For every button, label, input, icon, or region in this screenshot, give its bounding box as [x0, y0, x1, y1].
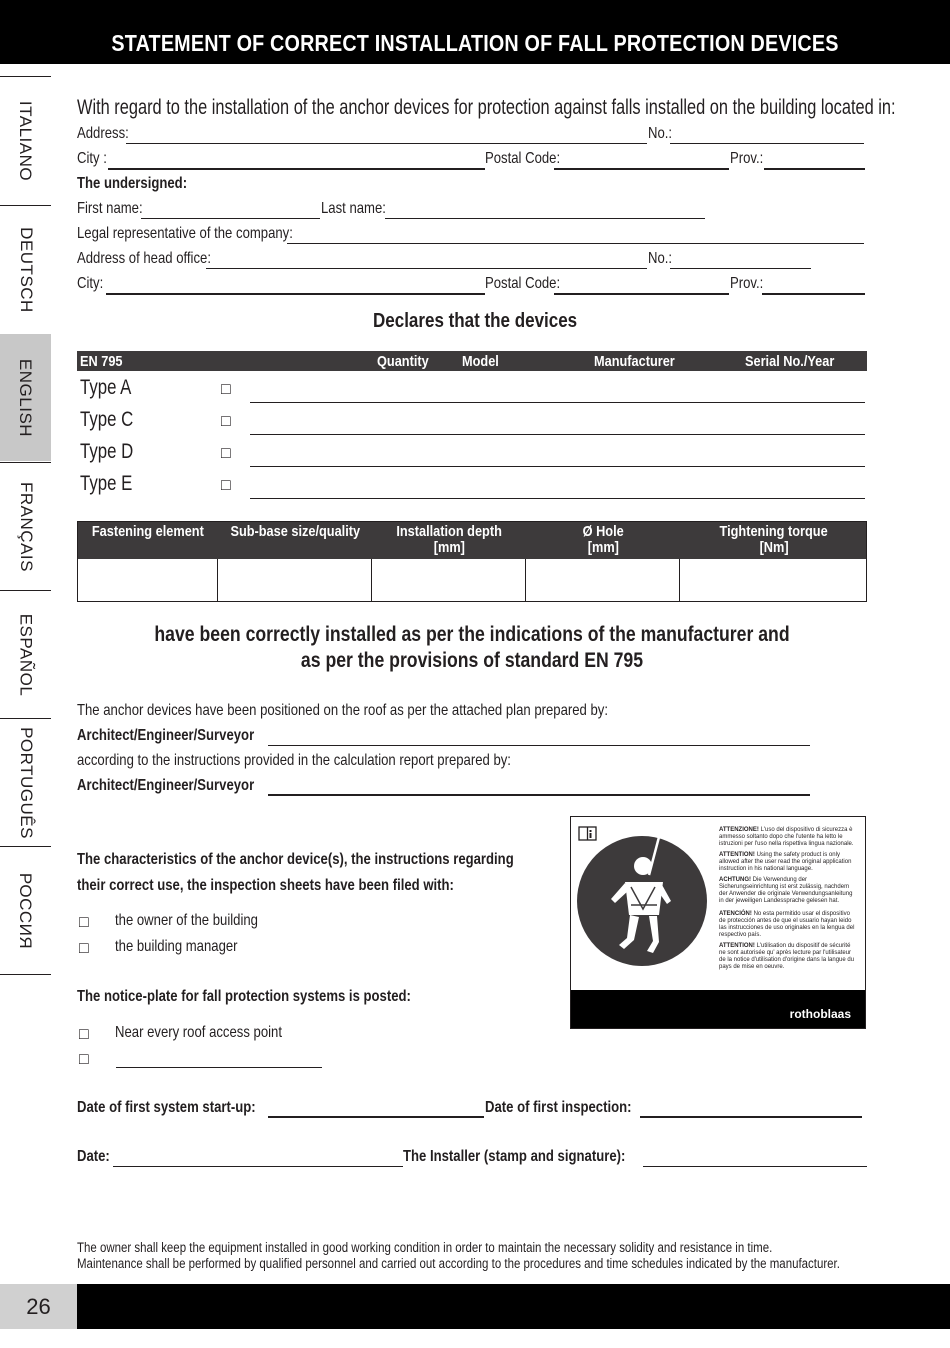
head-office-label: Address of head office: — [77, 250, 211, 267]
postal-code-field[interactable] — [554, 168, 729, 170]
head-office-no-label: No.: — [648, 250, 673, 267]
footer-note: The owner shall keep the equipment installed in good working condition in order to maintain the necessary solidity and resistance in time. Maintenance shall be performed by qualified personnel and carried out according to the procedures and time schedules indicated by the manufacturer. — [77, 1240, 840, 1271]
installer-signature-field[interactable] — [643, 1166, 867, 1167]
page-title: STATEMENT OF CORRECT INSTALLATION OF FALL PROTECTION DEVICES — [111, 30, 839, 56]
installer-label: The Installer (stamp and signature): — [403, 1148, 626, 1165]
sidebar-tab-espanol[interactable]: ESPAÑOL — [16, 613, 36, 696]
col-fastening-element: Fastening element — [92, 523, 204, 540]
type-d-field[interactable] — [250, 466, 865, 467]
architect-field-2[interactable] — [268, 794, 810, 796]
architect-label-2: Architect/Engineer/Surveyor — [77, 777, 255, 794]
first-inspection-label: Date of first inspection: — [485, 1099, 632, 1116]
type-c-field[interactable] — [250, 434, 865, 435]
other-checkbox[interactable]: □ — [79, 1051, 89, 1068]
owner-checkbox[interactable]: □ — [79, 914, 89, 931]
date-label: Date: — [77, 1148, 110, 1165]
col-hole: Ø Hole [mm] — [582, 523, 624, 556]
warning-it: ATTENZIONE! L'uso del dispositivo di sicurezza è ammesso soltanto dopo che l'utente ha letto le istruzioni per l'uso nella rispettiva lingua nazionale. — [719, 827, 854, 847]
warning-en: ATTENTION! Using the safety product is only allowed after the user read the original application instruction in his national language. — [719, 852, 852, 872]
legal-rep-field[interactable] — [287, 243, 864, 244]
postal-code-label: Postal Code: — [485, 150, 561, 167]
first-name-label: First name: — [77, 200, 143, 217]
calc-text: according to the instructions provided in the calculation report prepared by: — [77, 752, 511, 769]
prov-field[interactable] — [764, 168, 865, 170]
type-d-label: Type D — [80, 440, 134, 463]
col-en795: EN 795 — [80, 353, 123, 370]
architect-label: Architect/Engineer/Surveyor — [77, 727, 255, 744]
city-label: City : — [77, 150, 107, 167]
notice-plate-image — [570, 816, 866, 1029]
sidebar-tab-english[interactable]: ENGLISH — [16, 358, 36, 437]
date-field[interactable] — [113, 1166, 403, 1167]
harness-icon — [577, 836, 707, 966]
last-name-field[interactable] — [385, 218, 705, 219]
col-sub-base: Sub-base size/quality — [230, 523, 360, 540]
warning-fr: ATTENTION! L'utilisation du dispositif de sécurité ne sont autorisée qu' après lecture par l'utilisateur de la notice d'utilisation d'origine dans la langue du pays de mise en oeuvre. — [719, 943, 855, 970]
table-divider — [679, 559, 680, 602]
first-name-field[interactable] — [141, 218, 320, 219]
fastening-table — [77, 521, 867, 602]
col-manufacturer: Manufacturer — [594, 353, 675, 370]
plate-brand-bar — [571, 990, 865, 1028]
first-inspection-field[interactable] — [640, 1116, 862, 1118]
declares-heading: Declares that the devices — [372, 310, 578, 332]
address-no-field[interactable] — [670, 143, 864, 144]
sidebar-tab-portugues[interactable]: PORTUGUÊS — [16, 726, 36, 839]
footer-bar — [77, 1284, 950, 1329]
type-a-label: Type A — [80, 376, 132, 399]
type-a-field[interactable] — [250, 402, 865, 403]
table-divider — [525, 559, 526, 602]
fastening-table-header — [78, 522, 866, 559]
prov-label: Prov.: — [730, 150, 764, 167]
page-number: 26 — [26, 1294, 51, 1319]
address-field[interactable] — [126, 143, 647, 144]
roof-access-checkbox[interactable]: □ — [79, 1026, 89, 1043]
warning-de: ACHTUNG! Die Verwendung der Sicherungseinrichtung ist erst zulässig, nachdem der Anwender die originale Verwendungsanleitung in der jeweiligen Landessprache gelesen hat. — [719, 877, 853, 904]
installed-statement: have been correctly installed as per the indications of the manufacturer and as per the provisions of standard EN 795 — [154, 623, 790, 672]
table-divider — [371, 559, 372, 602]
address-no-label: No.: — [648, 125, 673, 142]
col-model: Model — [462, 353, 499, 370]
head-office-field[interactable] — [206, 268, 647, 269]
notice-plate-heading: The notice-plate for fall protection systems is posted: — [77, 988, 411, 1005]
sidebar-divider — [0, 974, 51, 975]
architect-field[interactable] — [268, 745, 810, 746]
type-a-checkbox[interactable]: □ — [221, 381, 231, 398]
plan-text: The anchor devices have been positioned on the roof as per the attached plan prepared by: — [77, 702, 609, 719]
last-name-label: Last name: — [321, 200, 386, 217]
office-city-field[interactable] — [106, 293, 485, 295]
col-serial: Serial No./Year — [745, 353, 835, 370]
type-e-label: Type E — [80, 472, 133, 495]
office-prov-field[interactable] — [762, 293, 865, 295]
other-option-field[interactable] — [116, 1067, 322, 1068]
devices-table-header — [77, 351, 867, 371]
manual-icon — [579, 827, 596, 840]
intro-text: With regard to the installation of the anchor devices for protection against falls installed on the building located in: — [77, 96, 896, 119]
legal-rep-label: Legal representative of the company: — [77, 225, 293, 242]
type-d-checkbox[interactable]: □ — [221, 445, 231, 462]
table-divider — [217, 559, 218, 602]
office-postal-code-label: Postal Code: — [485, 275, 561, 292]
manager-option-label: the building manager — [115, 938, 238, 955]
type-c-label: Type C — [80, 408, 134, 431]
sidebar-tab-rossiya[interactable]: РОССИЯ — [16, 872, 36, 949]
head-office-no-field[interactable] — [670, 268, 811, 269]
address-label: Address: — [77, 125, 129, 142]
type-c-checkbox[interactable]: □ — [221, 413, 231, 430]
first-startup-field[interactable] — [268, 1116, 484, 1118]
type-e-checkbox[interactable]: □ — [221, 477, 231, 494]
sidebar-tab-francais[interactable]: FRANÇAIS — [16, 481, 36, 572]
office-prov-label: Prov.: — [730, 275, 764, 292]
col-tightening-torque: Tightening torque [Nm] — [719, 523, 829, 556]
type-e-field[interactable] — [250, 498, 865, 499]
first-startup-label: Date of first system start-up: — [77, 1099, 256, 1116]
sidebar-tab-deutsch[interactable]: DEUTSCH — [16, 226, 36, 313]
sidebar-tab-italiano[interactable]: ITALIANO — [16, 100, 36, 181]
owner-option-label: the owner of the building — [115, 912, 258, 929]
undersigned-heading: The undersigned: — [77, 175, 188, 192]
office-postal-code-field[interactable] — [554, 293, 729, 295]
characteristics-line1: The characteristics of the anchor device(s), the instructions regarding — [77, 851, 514, 868]
city-field[interactable] — [108, 168, 485, 170]
manager-checkbox[interactable]: □ — [79, 940, 89, 957]
brand-logo: rothoblaas — [789, 1007, 851, 1021]
office-city-label: City: — [77, 275, 104, 292]
col-installation-depth: Installation depth [mm] — [396, 523, 502, 556]
roof-access-label: Near every roof access point — [115, 1024, 282, 1041]
warning-es: ATENCIÓN! No esta permitido usar el dispositivo de protección antes de que el usuario hayan leido las instrucciones de uso originales en la lengua del respectivo país. — [719, 911, 855, 938]
characteristics-line2: their correct use, the inspection sheets have been filed with: — [77, 877, 454, 894]
col-quantity: Quantity — [377, 353, 429, 370]
